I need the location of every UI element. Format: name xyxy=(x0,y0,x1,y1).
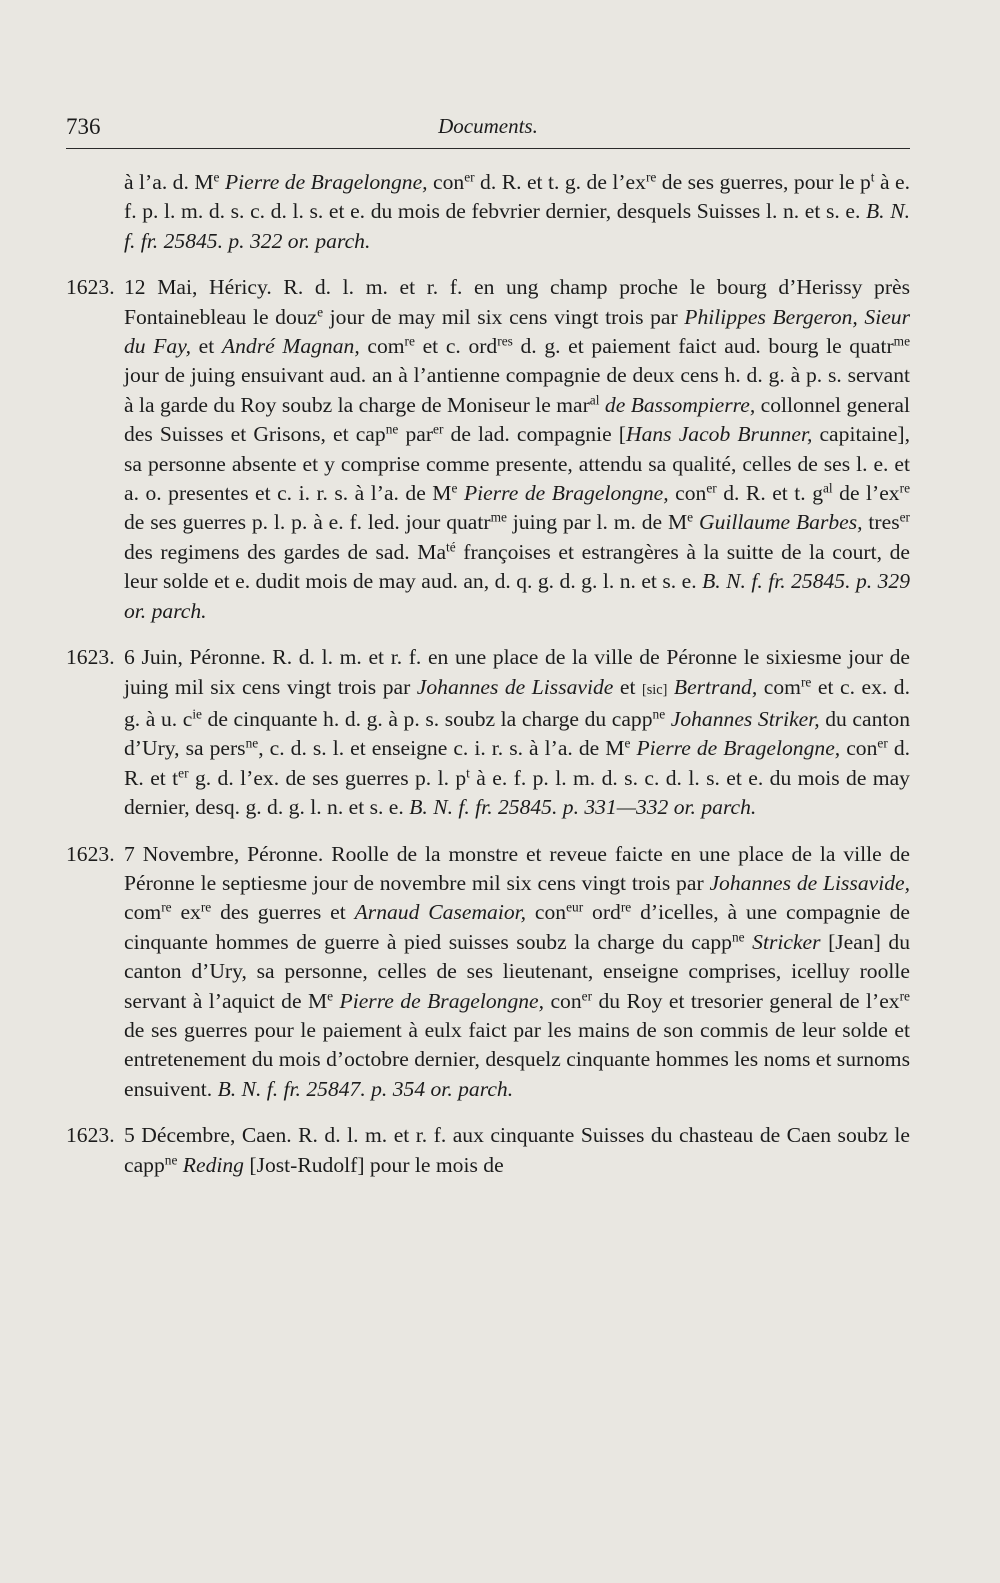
entry-1623-june-6 xyxy=(66,643,910,822)
entry-year: 1623. xyxy=(66,841,115,866)
entry-text: à l’a. d. Me Pierre de Bragelongne, con$^{er}$ d. R. et t. g. de $l’ex^{re}$ de ses guerres, pour le $p^t$ à e. f. p. l. m. d. s. c. d. l. s. et e. du mois de febvrier dernier, desquels Suisses l. n. et s. e. B. N. f. fr. 25845. p. 322 or. parch. xyxy=(124,169,911,253)
entry-1623-november-7 xyxy=(66,840,910,1105)
entry-text: 7 Novembre, Péronne. Roolle de la monstre et reveue faicte en une place de la ville de Péronne le septiesme jour de novembre mil six cens vingt trois par Johannes de Lissavide, com$^{re}$ $ex^{re}$ des guerres et Arnaud Casemaior, con$^{eur}$ ord$^{re}$ d’icelles, à une compagnie de cinquante hommes de guerre à pied suisses soubz la charge du capp$^{ne}$ Stricker [Jean] du canton d’Ury, sa personne, celles de ses lieutenant, enseigne comprises, icelluy roolle servant à l’aquict de Me Pierre de Bragelongne, con$^{er}$ du Roy et tresorier general de $l’ex^{re}$ de ses guerres pour le paiement à eulx faict par les mains de son commis de leur solde et entretenement du mois d’octobre dernier, desquelz cinquante hommes les noms et surnoms ensuivent. B. N. f. fr. 25847. p. 354 or. parch. xyxy=(124,841,910,1101)
text-body xyxy=(66,168,910,1197)
entry-1623-may-12 xyxy=(66,273,910,626)
entry-year: 1623. xyxy=(66,275,115,300)
running-head xyxy=(66,112,910,149)
entry-text: 6 Juin, Péronne. R. d. l. m. et r. f. en une place de la ville de Péronne le sixiesme jour de juing mil six cens vingt trois par Johannes de Lissavide et [sic] Bertrand, com$^{re}$ et c. ex. d. g. à u. $c^{ie}$ de cinquante h. d. g. à p. s. soubz la charge du capp$^{ne}$ Johannes Striker, du canton d’Ury, sa pers$^{ne}$, c. d. s. l. et enseigne c. i. r. s. à l’a. de Me Pierre de Bragelongne, con$^{er}$ d. R. et $t^{er}$ g. d. l’ex. de ses guerres p. l. $p^t$ à e. f. p. l. m. d. s. c. d. l. s. et e. du mois de may dernier, desq. g. d. g. l. n. et s. e. B. N. f. fr. 25845. p. 331—332 or. parch. xyxy=(124,645,911,820)
page-number: 736 xyxy=(66,114,101,139)
entry-continuation xyxy=(66,168,910,256)
running-title: Documents. xyxy=(438,114,538,138)
entry-year: 1623. xyxy=(66,645,115,670)
entry-text: 12 Mai, Héricy. R. d. l. m. et r. f. en ung champ proche le bourg d’Herissy près Fontainebleau le douz$^e$ jour de may mil six cens vingt trois par Philippes Bergeron, Sieur du Fay, et André Magnan, com$^{re}$ et c. ord$^{res}$ d. g. et paiement faict aud. bourg le quatr$^{me}$ jour de juing ensuivant aud. an à l’antienne compagnie de deux cens h. d. g. à p. s. servant à la garde du Roy soubz la charge de Moniseur le mar$^{al}$ de Bassompierre, collonnel general des Suisses et Grisons, et cap$^{ne}$ par$^{er}$ de lad. compagnie [Hans Jacob Brunner, capitaine], sa personne absente et y comprise comme presente, attendu sa qualité, celles de ses l. e. et a. o. presentes et c. i. r. s. à l’a. de Me Pierre de Bragelongne, con$^{er}$ d. R. et t. $g^{al}$ de $l’ex^{re}$ de ses guerres p. l. p. à e. f. led. jour quatr$^{me}$ juing par l. m. de Me Guillaume Barbes, tres$^{er}$ des regimens des gardes de sad. $Ma^{té}$ françoises et estrangères à la suitte de la court, de leur solde et e. dudit mois de may aud. an, d. q. g. d. g. l. n. et s. e. B. N. f. fr. 25845. p. 329 or. parch. xyxy=(124,275,911,623)
entry-year: 1623. xyxy=(66,1123,115,1148)
entry-text: 5 Décembre, Caen. R. d. l. m. et r. f. aux cinquante Suisses du chasteau de Caen soubz le capp$^{ne}$ Reding [Jost-Rudolf] pour le mois de xyxy=(124,1123,910,1177)
entry-1623-december-5 xyxy=(66,1121,910,1180)
